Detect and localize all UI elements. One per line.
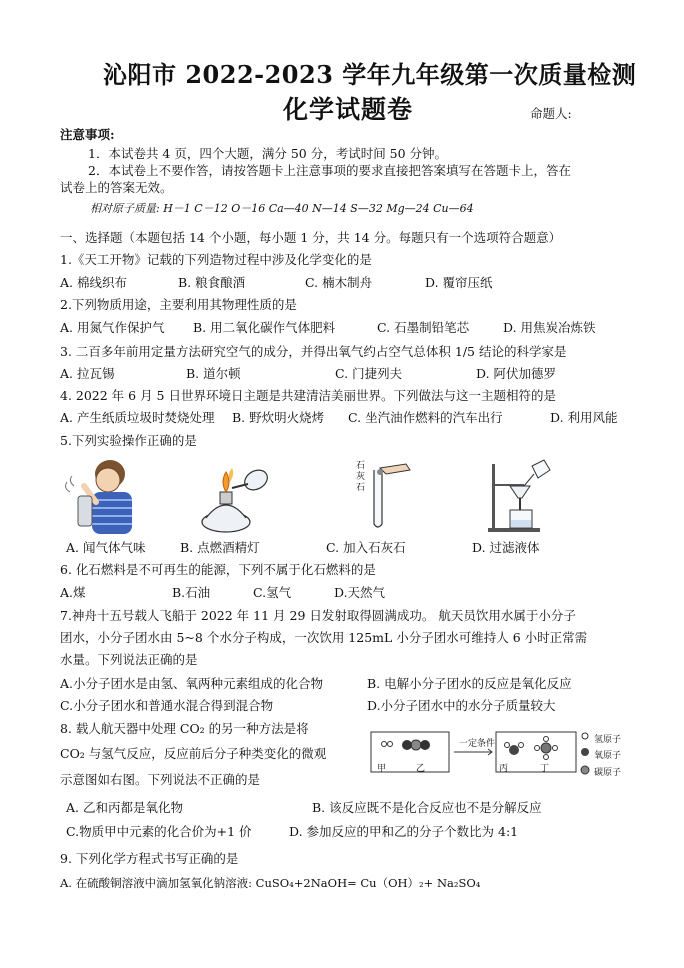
- filtration-illustration: [484, 458, 554, 534]
- stone-label-3: 石: [356, 483, 366, 493]
- option-c: C.氢气: [253, 585, 292, 600]
- limestone-tube-illustration: [366, 460, 416, 532]
- stone-label-1: 石: [356, 461, 366, 471]
- stone-label-2: 灰: [356, 472, 366, 482]
- option-c: C. 楠木制舟: [305, 275, 373, 290]
- page-title: 沁阳市 2022-2023 学年九年级第一次质量检测: [103, 60, 637, 89]
- option-b: B. 电解小分子团水的反应是氧化反应: [367, 676, 572, 691]
- question-stem-line-1: 7.神舟十五号载人飞船于 2022 年 11 月 29 日发射取得圆满成功。 航天员饮用水属于小分子: [60, 608, 576, 623]
- option-a: A. 产生纸质垃圾时焚烧处理: [60, 410, 215, 425]
- option-b: B. 粮食酿酒: [178, 275, 246, 290]
- option-a: A. 棉线织布: [60, 275, 127, 290]
- notes-item-2b: 试卷上的答案无效。: [60, 180, 173, 195]
- question-stem-line-3: 示意图如右图。下列说法不正确的是: [60, 772, 261, 787]
- question-stem: 9. 下列化学方程式书写正确的是: [60, 851, 239, 866]
- reaction-condition: 一定条件: [459, 739, 496, 749]
- option-b: B. 该反应既不是化合反应也不是分解反应: [312, 800, 542, 815]
- question-stem-line-3: 水量。下列说法正确的是: [60, 652, 198, 667]
- molecule-label-yi: 乙: [416, 764, 426, 774]
- option-a: A.小分子团水是由氢、氧两种元素组成的化合物: [60, 676, 324, 691]
- alcohol-lamp-illustration: [196, 458, 276, 536]
- option-a: A. 乙和丙都是氧化物: [66, 800, 183, 815]
- question-stem: 2.下列物质用途，主要利用其物理性质的是: [60, 297, 297, 312]
- option-c: C. 门捷列夫: [335, 366, 403, 381]
- notes-item-1: 1．本试卷共 4 页，四个大题，满分 50 分，考试时间 50 分钟。: [88, 146, 448, 161]
- question-stem: 5.下列实验操作正确的是: [60, 433, 197, 448]
- question-stem-line-2: 团水，小分子团水由 5~8 个水分子构成，一次饮用 125mL 小分子团水可维持人 6 小时正常需: [60, 630, 588, 645]
- option-b: B. 道尔顿: [186, 366, 241, 381]
- option-a: A. 在硫酸铜溶液中滴加氢氧化钠溶液: CuSO₄+2NaOH= Cu（OH）₂+ Na₂SO₄: [60, 876, 481, 890]
- legend-oxygen: 氧原子: [594, 751, 622, 761]
- atomic-masses: 相对原子质量: H－1 C－12 O－16 Ca—40 N—14 S—32 Mg—24 Cu—64: [90, 202, 474, 215]
- option-d: D. 用焦炭冶炼铁: [503, 320, 596, 335]
- option-d: D. 利用风能: [550, 410, 618, 425]
- option-c: C.物质甲中元素的化合价为+1 价: [66, 824, 252, 839]
- option-c: C. 石墨制铅笔芯: [377, 320, 470, 335]
- question-stem: 4. 2022 年 6 月 5 日世界环境日主题是共建清洁美丽世界。下列做法与这一主题相符的是: [60, 388, 556, 403]
- option-b: B.石油: [172, 585, 211, 600]
- option-d: D. 参加反应的甲和乙的分子个数比为 4:1: [289, 824, 519, 839]
- question-stem: 1.《天工开物》记载的下列造物过程中涉及化学变化的是: [60, 252, 372, 267]
- option-b: B. 点燃酒精灯: [180, 540, 260, 555]
- setter-label: 命题人:: [530, 106, 572, 121]
- option-a: A. 用氮气作保护气: [60, 320, 165, 335]
- option-d: D. 覆帘压纸: [425, 275, 493, 290]
- notes-item-2a: 2．本试卷上不要作答，请按答题卡上注意事项的要求直接把答案填写在答题卡上，答在: [88, 163, 571, 178]
- question-stem-line-2: CO₂ 与氢气反应，反应前后分子种类变化的微观: [60, 746, 327, 761]
- question-stem-line-1: 8. 载人航天器中处理 CO₂ 的另一种方法是将: [60, 721, 309, 736]
- option-c: C.小分子团水和普通水混合得到混合物: [60, 698, 274, 713]
- option-d: D.小分子团水中的水分子质量较大: [367, 698, 556, 713]
- option-a: A.煤: [60, 585, 86, 600]
- molecule-label-ding: 丁: [540, 764, 550, 774]
- molecule-label-bing: 丙: [499, 764, 509, 774]
- option-a: A. 拉瓦锡: [60, 366, 115, 381]
- option-b: B. 野炊明火烧烤: [232, 410, 325, 425]
- option-a: A. 闻气体气味: [66, 540, 146, 555]
- legend-icons: [579, 730, 593, 780]
- section-heading: 一、选择题（本题包括 14 个小题，每小题 1 分，共 14 分。每题只有一个选项符合题意）: [60, 230, 562, 245]
- option-d: D. 过滤液体: [472, 540, 540, 555]
- option-c: C. 加入石灰石: [326, 540, 406, 555]
- option-d: D. 阿伏加德罗: [476, 366, 557, 381]
- question-stem: 3. 二百多年前用定量方法研究空气的成分，并得出氧气约占空气总体积 1/5 结论的科学家是: [60, 344, 567, 359]
- molecule-label-jia: 甲: [377, 764, 387, 774]
- legend-carbon: 碳原子: [594, 768, 622, 778]
- notes-heading: 注意事项:: [60, 127, 115, 142]
- legend-hydrogen: 氢原子: [594, 735, 622, 745]
- option-c: C. 坐汽油作燃料的汽车出行: [348, 410, 503, 425]
- question-stem: 6. 化石燃料是不可再生的能源，下列不属于化石燃料的是: [60, 562, 376, 577]
- page-subtitle: 化学试题卷: [283, 95, 414, 124]
- option-b: B. 用二氧化碳作气体肥料: [193, 320, 336, 335]
- option-d: D.天然气: [334, 585, 386, 600]
- smelling-gas-illustration: [62, 456, 146, 536]
